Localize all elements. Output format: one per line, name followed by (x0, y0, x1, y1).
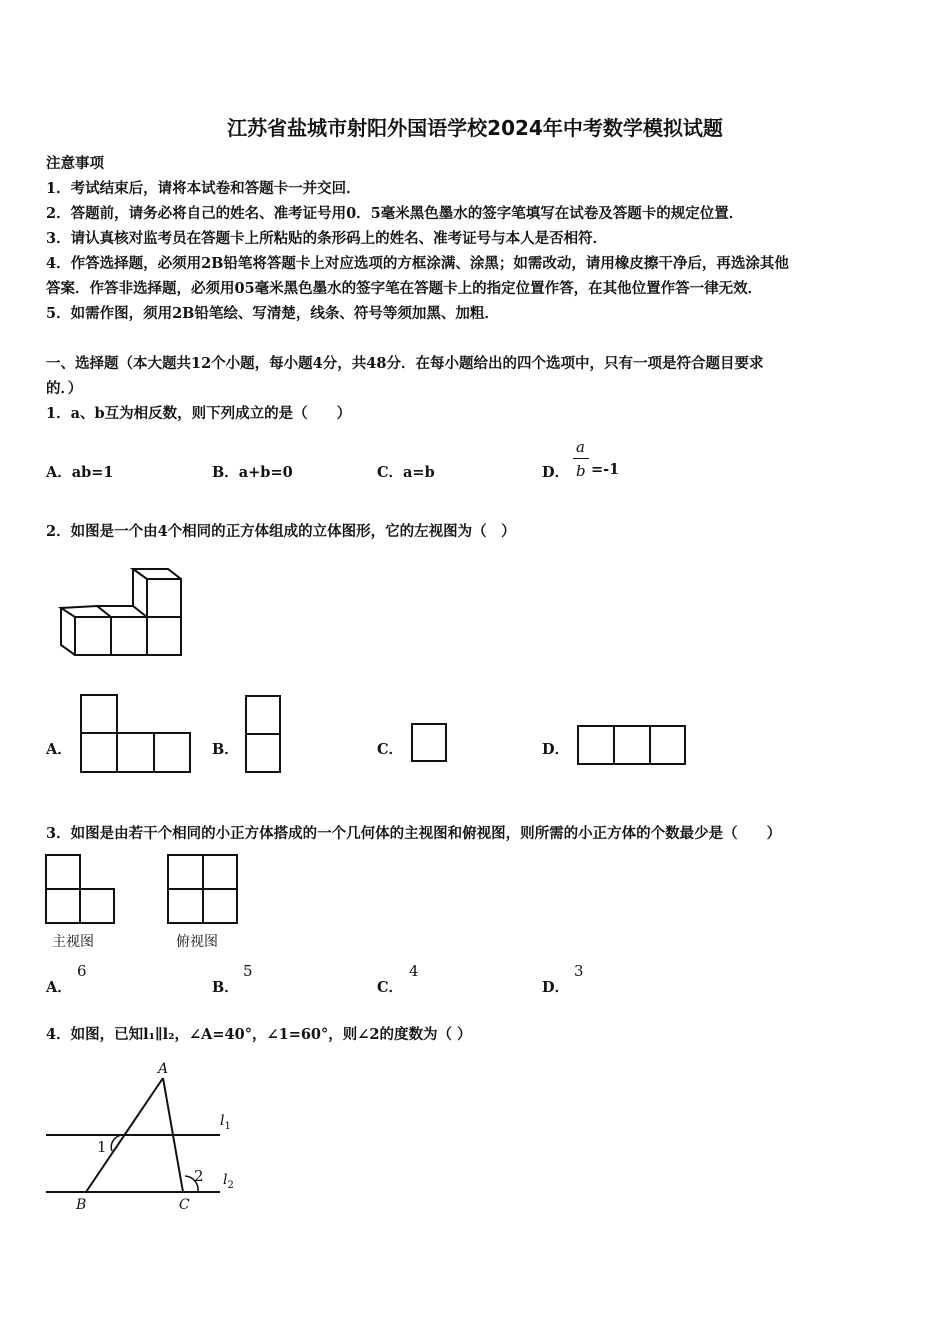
q4-line-l1: $l_1$ (220, 1113, 231, 1132)
q4-label-a: A (158, 1061, 169, 1077)
q1-option-a: A．ab=1 (46, 464, 114, 481)
q4-angle-2: 2 (194, 1167, 204, 1185)
q1-d-numerator: a (576, 438, 585, 456)
q3-option-d-value: 3 (574, 962, 584, 980)
q1-d-suffix: =-1 (591, 461, 620, 478)
q3-option-b-value: 5 (243, 962, 253, 980)
q4-line-l2: $l_2$ (223, 1172, 234, 1191)
page-title: 江苏省盐城市射阳外国语学校2024年中考数学模拟试题 (227, 116, 723, 140)
q2-option-a: A． (46, 741, 72, 758)
notice-heading: 注意事项 (46, 155, 104, 172)
notice-item: 1．考试结束后，请将本试卷和答题卡一并交回． (46, 180, 361, 197)
q3-option-c-value: 4 (409, 962, 419, 980)
notice-item: 答案．作答非选择题，必须用05毫米黑色墨水的签字笔在答题卡上的指定位置作答，在其他位置作答一律无效． (46, 280, 763, 297)
q4-label-c: C (179, 1197, 190, 1213)
notice-item: 2．答题前，请务必将自己的姓名、准考证号用0．5毫米黑色墨水的签字笔填写在试卷及答题卡的规定位置． (46, 205, 744, 222)
q2-option-d: D． (542, 741, 570, 758)
notice-item: 5．如需作图，须用2B铅笔绘、写清楚，线条、符号等须加黑、加粗． (46, 305, 499, 322)
q3-top-label: 俯视图 (176, 934, 218, 950)
section-heading: 一、选择题（本大题共12个小题，每小题4分，共48分．在每小题给出的四个选项中，只有一项是符合题目要求 (46, 355, 764, 372)
q2-option-b: B． (212, 741, 239, 758)
q3-option-a: A． (46, 979, 72, 996)
notice-item: 3．请认真核对监考员在答题卡上所粘贴的条形码上的姓名、准考证号与本人是否相符． (46, 230, 608, 247)
q4-angle-1: 1 (97, 1138, 107, 1156)
q3-option-b: B． (212, 979, 239, 996)
q3-front-label: 主视图 (52, 934, 94, 950)
q4-stem: 4．如图，已知l₁∥l₂，∠A=40°，∠1=60°，则∠2的度数为（ ） (46, 1026, 472, 1043)
q1-stem: 1．a、b互为相反数，则下列成立的是（ ） (46, 405, 352, 422)
q1-option-b: B．a+b=0 (212, 464, 293, 481)
q3-option-d: D． (542, 979, 570, 996)
q3-option-c: C． (377, 979, 404, 996)
q3-stem: 3．如图是由若干个相同的小正方体搭成的一个几何体的主视图和俯视图，则所需的小正方体的个数最少是（ ） (46, 825, 782, 842)
section-heading-cont: 的．） (46, 380, 83, 397)
notice-item: 4．作答选择题，必须用2B铅笔将答题卡上对应选项的方框涂满、涂黑；如需改动，请用橡皮擦干净后，再选涂其他 (46, 255, 789, 272)
q1-option-d: D． (542, 464, 570, 481)
q4-label-b: B (76, 1197, 87, 1213)
q1-option-c: C．a=b (377, 464, 435, 481)
q2-stem: 2．如图是一个由4个相同的正方体组成的立体图形，它的左视图为（ ） (46, 523, 516, 540)
q2-option-c: C． (377, 741, 404, 758)
q3-option-a-value: 6 (77, 962, 87, 980)
q1-d-denominator: b (576, 462, 586, 480)
